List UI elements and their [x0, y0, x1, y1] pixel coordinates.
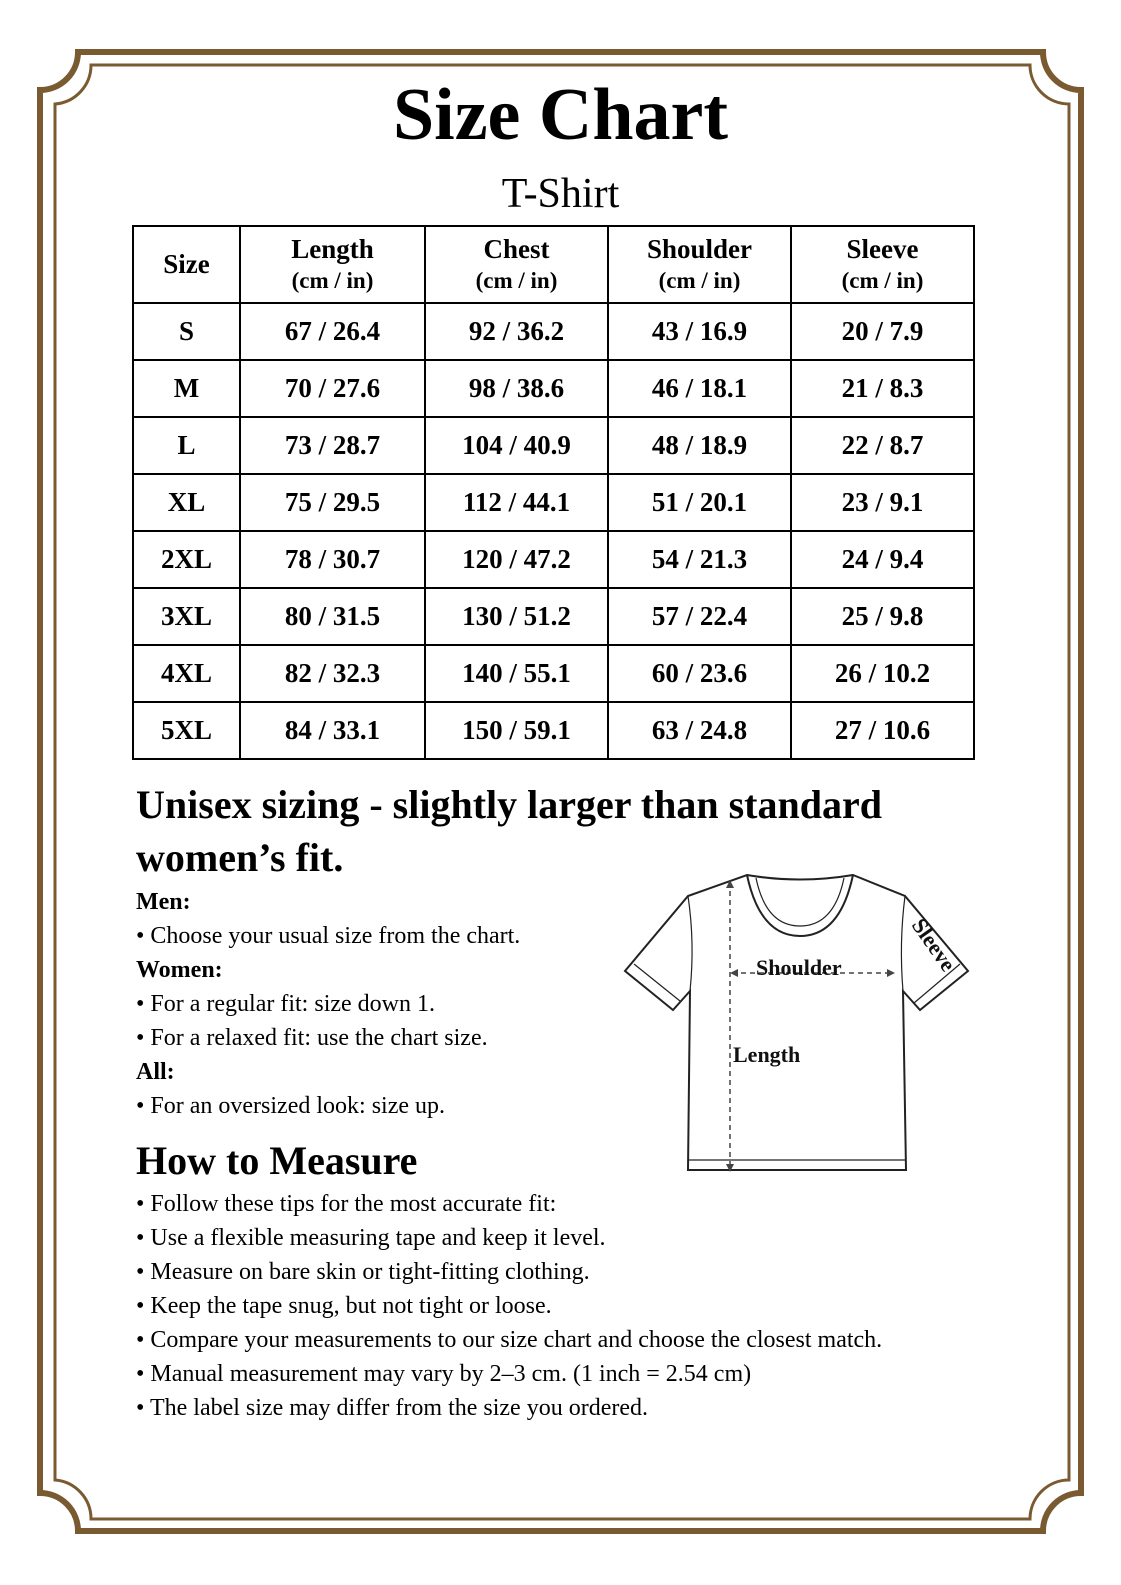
- cell-chest: 120 / 47.2: [425, 531, 608, 588]
- header-size: Size: [133, 226, 240, 303]
- cell-length: 78 / 30.7: [240, 531, 425, 588]
- cell-shoulder: 43 / 16.9: [608, 303, 791, 360]
- cell-sleeve: 27 / 10.6: [791, 702, 974, 759]
- cell-sleeve: 21 / 8.3: [791, 360, 974, 417]
- cell-shoulder: 60 / 23.6: [608, 645, 791, 702]
- table-row: [133, 702, 974, 759]
- cell-size: XL: [133, 474, 240, 531]
- cell-chest: 130 / 51.2: [425, 588, 608, 645]
- cell-chest: 92 / 36.2: [425, 303, 608, 360]
- cell-size: 2XL: [133, 531, 240, 588]
- cell-sleeve: 20 / 7.9: [791, 303, 974, 360]
- cell-length: 73 / 28.7: [240, 417, 425, 474]
- table-row: [133, 474, 974, 531]
- header-unit: (cm / in): [841, 268, 924, 293]
- cell-shoulder: 51 / 20.1: [608, 474, 791, 531]
- cell-length: 70 / 27.6: [240, 360, 425, 417]
- measure-tip: • Use a flexible measuring tape and keep it level.: [136, 1225, 606, 1251]
- length-label: Length: [733, 1042, 801, 1067]
- header-shoulder: Shoulder (cm / in): [608, 226, 791, 303]
- cell-length: 82 / 32.3: [240, 645, 425, 702]
- cell-size: L: [133, 417, 240, 474]
- cell-size: S: [133, 303, 240, 360]
- header-unit: (cm / in): [475, 268, 558, 293]
- size-table: [132, 225, 975, 760]
- cell-shoulder: 54 / 21.3: [608, 531, 791, 588]
- table-row: [133, 645, 974, 702]
- cell-chest: 112 / 44.1: [425, 474, 608, 531]
- header-length: Length (cm / in): [240, 226, 425, 303]
- cell-sleeve: 26 / 10.2: [791, 645, 974, 702]
- tshirt-diagram: [620, 868, 980, 1188]
- table-row: [133, 360, 974, 417]
- table-row: [133, 531, 974, 588]
- all-label: All:: [136, 1059, 175, 1085]
- arrow-right-icon: [887, 969, 895, 977]
- cell-chest: 98 / 38.6: [425, 360, 608, 417]
- fit-heading-line1: Unisex sizing - slightly larger than standard: [136, 782, 882, 827]
- cell-shoulder: 57 / 22.4: [608, 588, 791, 645]
- measure-heading: How to Measure: [136, 1138, 418, 1183]
- measure-tip: • Compare your measurements to our size chart and choose the closest match.: [136, 1327, 883, 1353]
- table-row: [133, 303, 974, 360]
- table-header-row: [133, 226, 974, 303]
- women-item: • For a relaxed fit: use the chart size.: [136, 1025, 488, 1051]
- measure-tip: • Follow these tips for the most accurate fit:: [136, 1191, 557, 1217]
- women-label: Women:: [136, 957, 223, 983]
- page-subtitle: T-Shirt: [501, 171, 620, 217]
- cell-size: M: [133, 360, 240, 417]
- tshirt-outline: [625, 875, 968, 1170]
- sleeve-label: Sleeve: [906, 913, 962, 976]
- header-sleeve: Sleeve (cm / in): [791, 226, 974, 303]
- measure-tip: • Manual measurement may vary by 2–3 cm. (1 inch = 2.54 cm): [136, 1361, 752, 1387]
- page-title: Size Chart: [393, 74, 728, 156]
- cell-shoulder: 63 / 24.8: [608, 702, 791, 759]
- cell-shoulder: 48 / 18.9: [608, 417, 791, 474]
- cell-sleeve: 24 / 9.4: [791, 531, 974, 588]
- cell-chest: 150 / 59.1: [425, 702, 608, 759]
- cell-sleeve: 25 / 9.8: [791, 588, 974, 645]
- fit-guidance: [136, 885, 520, 1123]
- men-item: • Choose your usual size from the chart.: [136, 923, 521, 949]
- table-row: [133, 417, 974, 474]
- table-row: [133, 588, 974, 645]
- arrow-left-icon: [730, 969, 738, 977]
- fit-heading-line2: women’s fit.: [136, 835, 344, 880]
- cell-shoulder: 46 / 18.1: [608, 360, 791, 417]
- cell-length: 80 / 31.5: [240, 588, 425, 645]
- women-item: • For a regular fit: size down 1.: [136, 991, 435, 1017]
- men-label: Men:: [136, 889, 191, 915]
- cell-length: 67 / 26.4: [240, 303, 425, 360]
- cell-chest: 140 / 55.1: [425, 645, 608, 702]
- measure-tip: • Keep the tape snug, but not tight or loose.: [136, 1293, 552, 1319]
- cell-length: 75 / 29.5: [240, 474, 425, 531]
- measure-tips: [136, 1187, 956, 1425]
- cell-size: 4XL: [133, 645, 240, 702]
- all-item: • For an oversized look: size up.: [136, 1093, 445, 1119]
- cell-size: 3XL: [133, 588, 240, 645]
- measure-tip: • The label size may differ from the size you ordered.: [136, 1395, 648, 1421]
- shoulder-label: Shoulder: [756, 955, 842, 980]
- cell-chest: 104 / 40.9: [425, 417, 608, 474]
- header-chest: Chest (cm / in): [425, 226, 608, 303]
- header-unit: (cm / in): [291, 268, 374, 293]
- cell-size: 5XL: [133, 702, 240, 759]
- header-unit: (cm / in): [658, 268, 741, 293]
- cell-sleeve: 22 / 8.7: [791, 417, 974, 474]
- cell-sleeve: 23 / 9.1: [791, 474, 974, 531]
- measure-tip: • Measure on bare skin or tight-fitting clothing.: [136, 1259, 590, 1285]
- cell-length: 84 / 33.1: [240, 702, 425, 759]
